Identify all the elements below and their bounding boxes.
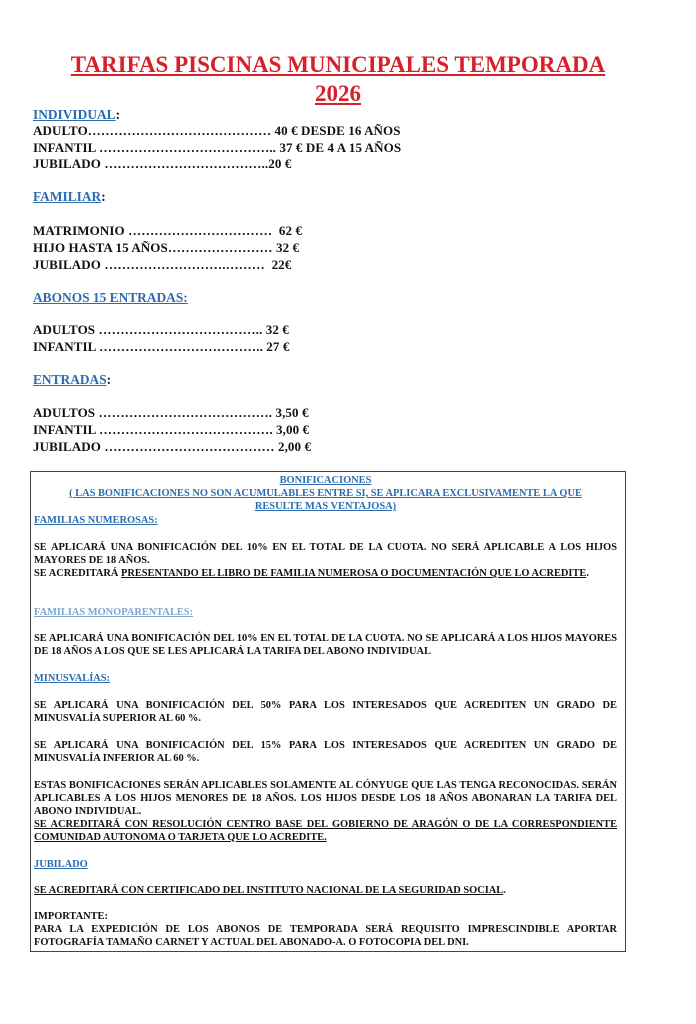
title-line-2: 2026 [315,81,361,106]
numerosas-text: SE APLICARÁ UNA BONIFICACIÓN DEL 10% EN EL TOTAL DE LA CUOTA. NO SERÁ APLICABLE A LOS HIJOS MAYORES DE 18 AÑOS. [34,542,617,566]
minusvalias-acredita: SE ACREDITARÁ CON RESOLUCIÓN CENTRO BASE DEL GOBIERNO DE ARAGÓN O DE LA CORRESPONDIENTE COMUNIDAD AUTONOMA O TARJETA QUE LO ACREDITE. [34,819,617,843]
abonos-row-adultos: ADULTOS ……………………………….. 32 € [33,322,289,337]
importante-heading: IMPORTANTE: [34,911,108,922]
bonificaciones-subtitle-2: RESULTE MAS VENTAJOSA) [254,501,397,512]
familiar-row-hijo: HIJO HASTA 15 AÑOS…………………… 32 € [33,240,300,255]
entradas-row-adultos: ADULTOS …………………………………. 3,50 € [33,405,309,420]
numerosas-acredita: SE ACREDITARÁ PRESENTANDO EL LIBRO DE FAMILIA NUMEROSA O DOCUMENTACIÓN QUE LO ACREDITE. [34,568,589,579]
familiar-row-jubilado: JUBILADO ……………………….……… 22€ [33,257,292,272]
page-title [30,50,646,108]
jubilado-text: SE ACREDITARÁ CON CERTIFICADO DEL INSTITUTO NACIONAL DE LA SEGURIDAD SOCIAL [34,885,504,896]
title-line-1: TARIFAS PISCINAS MUNICIPALES TEMPORADA [70,52,606,77]
section-familiar-heading: FAMILIAR: [33,189,106,204]
minusvalias-text-1: SE APLICARÁ UNA BONIFICACIÓN DEL 50% PARA LOS INTERESADOS QUE ACREDITEN UN GRADO DE MINUSVALÍA SUPERIOR AL 60 %. [34,700,617,724]
section-individual-heading: INDIVIDUAL: [33,107,121,122]
section-entradas-heading: ENTRADAS: [33,372,112,387]
bonificaciones-box [30,471,626,952]
jubilado-text-line: SE ACREDITARÁ CON CERTIFICADO DEL INSTITUTO NACIONAL DE LA SEGURIDAD SOCIAL. [34,885,506,896]
minusvalias-heading: MINUSVALÍAS: [34,673,111,684]
familiar-heading: FAMILIAR [33,189,102,204]
minusvalias-text-3: ESTAS BONIFICACIONES SERÁN APLICABLES SOLAMENTE AL CÓNYUGE QUE LAS TENGA RECONOCIDAS. SERÁN APLICABLES A LOS HIJOS MENORES DE 18 AÑOS. LOS HIJOS DESDE LOS 18 AÑOS ABONARAN LA TARIFA DEL ABONO INDIVIDUAL. [34,780,617,817]
jubilado-heading: JUBILADO [34,859,88,870]
individual-row-jubilado: JUBILADO ………………………………..20 € [33,156,292,171]
minusvalias-text-2: SE APLICARÁ UNA BONIFICACIÓN DEL 15% PARA LOS INTERESADOS QUE ACREDITEN UN GRADO DE MINUSVALÍA INFERIOR AL 60 %. [34,740,617,764]
entradas-row-infantil: INFANTIL …………………………………. 3,00 € [33,422,310,437]
importante-text: PARA LA EXPEDICIÓN DE LOS ABONOS DE TEMPORADA SERÁ REQUISITO IMPRESCINDIBLE APORTAR FOTOGRAFÍA TAMAÑO CARNET Y ACTUAL DEL ABONADO-A. O FOTOCOPIA DEL DNI. [34,924,617,948]
familiar-row-matrimonio: MATRIMONIO …………………………… 62 € [33,223,303,238]
abonos-row-infantil: INFANTIL ……………………………….. 27 € [33,339,290,354]
entradas-row-jubilado: JUBILADO ………………………………… 2,00 € [33,439,312,454]
bonificaciones-subtitle-1: ( LAS BONIFICACIONES NO SON ACUMULABLES ENTRE SI, SE APLICARA EXCLUSIVAMENTE LA QUE [69,488,582,499]
abonos-heading: ABONOS 15 ENTRADAS: [33,290,188,305]
bonificaciones-title: BONIFICACIONES [279,475,372,486]
individual-row-adulto: ADULTO…………………………………… 40 € DESDE 16 AÑOS [33,123,401,138]
monoparentales-heading: FAMILIAS MONOPARENTALES: [34,607,194,618]
monoparentales-text: SE APLICARÁ UNA BONIFICACIÓN DEL 10% EN EL TOTAL DE LA CUOTA. NO SE APLICARÁ A LOS HIJOS MAYORES DE 18 AÑOS A LOS QUE SE LES APLICARÁ LA TARIFA DEL ABONO INDIVIDUAL [34,633,617,657]
entradas-heading: ENTRADAS [33,372,107,387]
numerosas-heading: FAMILIAS NUMEROSAS: [34,515,158,526]
section-abonos-heading [33,290,188,306]
individual-heading: INDIVIDUAL [33,107,116,122]
individual-row-infantil: INFANTIL ………………………………….. 37 € DE 4 A 15 AÑOS [33,140,402,155]
